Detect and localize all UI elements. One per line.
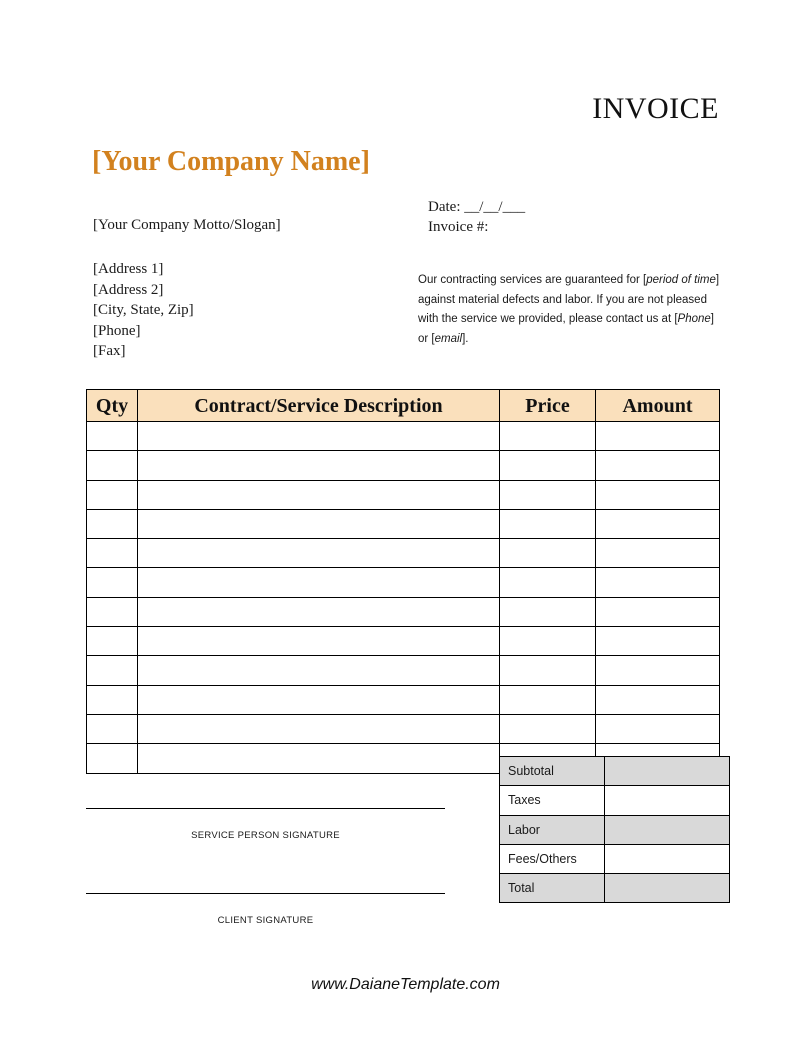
table-row xyxy=(87,714,720,743)
totals-value-fees-others[interactable] xyxy=(605,844,730,873)
table-row xyxy=(87,685,720,714)
cell-description[interactable] xyxy=(138,685,500,714)
cell-description[interactable] xyxy=(138,597,500,626)
totals-label-labor: Labor xyxy=(500,815,605,844)
address-line-2: [Address 2] xyxy=(93,281,164,298)
cell-qty[interactable] xyxy=(87,539,138,568)
cell-qty[interactable] xyxy=(87,627,138,656)
cell-qty[interactable] xyxy=(87,480,138,509)
cell-amount[interactable] xyxy=(596,627,720,656)
cell-price[interactable] xyxy=(500,714,596,743)
totals-value-total[interactable] xyxy=(605,874,730,903)
cell-amount[interactable] xyxy=(596,656,720,685)
totals-row xyxy=(500,874,730,903)
totals-label-fees-others: Fees/Others xyxy=(500,844,605,873)
company-name: [Your Company Name] xyxy=(92,146,370,177)
cell-amount[interactable] xyxy=(596,509,720,538)
table-row xyxy=(87,480,720,509)
totals-body xyxy=(500,757,730,903)
cell-qty[interactable] xyxy=(87,422,138,451)
cell-qty[interactable] xyxy=(87,744,138,773)
address-city-state-zip: [City, State, Zip] xyxy=(93,302,194,318)
cell-price[interactable] xyxy=(500,539,596,568)
table-row xyxy=(87,509,720,538)
guarantee-text-3: ] or [ xyxy=(418,313,714,345)
guarantee-paragraph xyxy=(418,271,723,349)
footer-website: www.DaianeTemplate.com xyxy=(311,976,500,993)
cell-qty[interactable] xyxy=(87,685,138,714)
totals-row xyxy=(500,844,730,873)
cell-price[interactable] xyxy=(500,568,596,597)
totals-value-taxes[interactable] xyxy=(605,786,730,815)
cell-qty[interactable] xyxy=(87,568,138,597)
guarantee-text-4: ]. xyxy=(462,332,469,345)
table-row xyxy=(87,422,720,451)
table-row xyxy=(87,627,720,656)
cell-description[interactable] xyxy=(138,422,500,451)
totals-table xyxy=(499,756,730,903)
cell-amount[interactable] xyxy=(596,539,720,568)
cell-amount[interactable] xyxy=(596,597,720,626)
totals-row xyxy=(500,815,730,844)
guarantee-emphasis-period: period of time xyxy=(646,274,716,286)
guarantee-text-2: ] against material defects and labor. If you are not pleased with the service we provided, please contact us at [ xyxy=(418,274,720,325)
table-row xyxy=(87,597,720,626)
table-row xyxy=(87,451,720,480)
cell-price[interactable] xyxy=(500,451,596,480)
totals-row xyxy=(500,786,730,815)
address-line-1: [Address 1] xyxy=(93,261,164,277)
cell-description[interactable] xyxy=(138,744,500,773)
cell-qty[interactable] xyxy=(87,597,138,626)
cell-price[interactable] xyxy=(500,656,596,685)
line-items-body xyxy=(87,422,720,774)
totals-label-total: Total xyxy=(500,874,605,903)
invoice-meta-block xyxy=(428,198,525,237)
cell-description[interactable] xyxy=(138,451,500,480)
cell-description[interactable] xyxy=(138,714,500,743)
cell-qty[interactable] xyxy=(87,509,138,538)
cell-price[interactable] xyxy=(500,627,596,656)
cell-amount[interactable] xyxy=(596,685,720,714)
cell-amount[interactable] xyxy=(596,714,720,743)
cell-amount[interactable] xyxy=(596,568,720,597)
line-items-table xyxy=(86,389,720,774)
company-motto: [Your Company Motto/Slogan] xyxy=(93,217,281,233)
cell-price[interactable] xyxy=(500,422,596,451)
cell-description[interactable] xyxy=(138,539,500,568)
table-row xyxy=(87,656,720,685)
column-header-description: Contract/Service Description xyxy=(138,390,500,422)
client-signature-caption: CLIENT SIGNATURE xyxy=(217,915,314,926)
company-address-block xyxy=(93,259,194,362)
invoice-number-field[interactable]: Invoice #: xyxy=(428,218,489,235)
table-row xyxy=(87,568,720,597)
cell-price[interactable] xyxy=(500,509,596,538)
address-fax: [Fax] xyxy=(93,343,126,359)
cell-amount[interactable] xyxy=(596,422,720,451)
cell-amount[interactable] xyxy=(596,480,720,509)
totals-value-labor[interactable] xyxy=(605,815,730,844)
cell-qty[interactable] xyxy=(87,451,138,480)
cell-qty[interactable] xyxy=(87,656,138,685)
column-header-price: Price xyxy=(500,390,596,422)
guarantee-emphasis-email: email xyxy=(434,332,463,345)
totals-label-subtotal: Subtotal xyxy=(500,757,605,786)
address-phone: [Phone] xyxy=(93,322,141,339)
cell-price[interactable] xyxy=(500,685,596,714)
cell-description[interactable] xyxy=(138,480,500,509)
service-person-signature-line[interactable] xyxy=(86,808,445,809)
client-signature-line[interactable] xyxy=(86,893,445,894)
totals-value-subtotal[interactable] xyxy=(605,757,730,786)
cell-qty[interactable] xyxy=(87,714,138,743)
cell-description[interactable] xyxy=(138,656,500,685)
table-row xyxy=(87,539,720,568)
cell-description[interactable] xyxy=(138,509,500,538)
guarantee-text-1: Our contracting services are guaranteed for [ xyxy=(418,274,647,286)
date-field[interactable]: Date: __/__/___ xyxy=(428,199,526,215)
totals-row xyxy=(500,757,730,786)
guarantee-emphasis-phone: Phone xyxy=(677,313,711,325)
cell-description[interactable] xyxy=(138,568,500,597)
page-title: INVOICE xyxy=(592,92,719,125)
cell-description[interactable] xyxy=(138,627,500,656)
cell-price[interactable] xyxy=(500,597,596,626)
cell-price[interactable] xyxy=(500,480,596,509)
service-person-signature-caption: SERVICE PERSON SIGNATURE xyxy=(191,830,340,841)
cell-amount[interactable] xyxy=(596,451,720,480)
totals-label-taxes: Taxes xyxy=(500,786,605,815)
column-header-amount: Amount xyxy=(596,390,720,422)
column-header-qty: Qty xyxy=(87,390,138,422)
table-header-row xyxy=(87,390,720,422)
